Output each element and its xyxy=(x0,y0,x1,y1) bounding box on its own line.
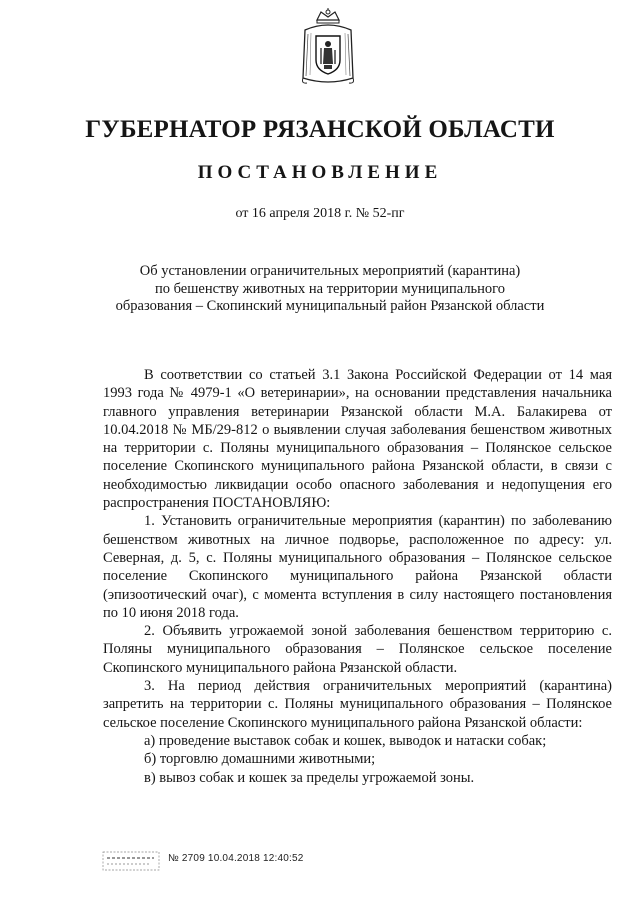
title-line: Об установлении ограничительных мероприятий (карантина) xyxy=(139,263,521,279)
resolution-subitem: б) торговлю домашними животными; xyxy=(144,751,376,768)
document-type: ПОСТАНОВЛЕНИЕ xyxy=(197,162,443,183)
resolution-item: 1. Установить ограничительные мероприятия (карантин) по заболеванию бешенством животных на личное подворье, расположенное по адресу: ул. Северная, д. 5, с. Поляны муниципального образования – Полянское сельское поселение Скопинского муниципального района Рязанской области (эпизоотический очаг), с момента вступления в силу настоящего постановления по 10 июня 2018 года. xyxy=(103,513,612,621)
registration-number: № 2709 10.04.2018 12:40:52 xyxy=(168,853,304,864)
resolution-item: 3. На период действия ограничительных мероприятий (карантина) запретить на территории с. Поляны муниципального образования – Полянское сельское поселение Скопинского муниципального района Рязанской области: xyxy=(103,678,612,731)
title-line: образования – Скопинский муниципальный район Рязанской области xyxy=(115,298,545,314)
resolution-item: 2. Объявить угрожаемой зоной заболевания бешенством территорию с. Поляны муниципального образования – Полянское сельское поселение Скопинского муниципального района Рязанской области. xyxy=(103,623,612,676)
issuing-authority: ГУБЕРНАТОР РЯЗАНСКОЙ ОБЛАСТИ xyxy=(85,116,555,143)
resolution-subitem: а) проведение выставок собак и кошек, выводок и натаски собак; xyxy=(144,732,547,749)
registration-stamp-icon xyxy=(102,851,160,871)
preamble-paragraph: В соответствии со статьей 3.1 Закона Российской Федерации от 14 мая 1993 года № 4979-1 «О ветеринарии», на основании представления начальника главного управления ветеринарии Рязанской области М.А. Балакирева от 10.04.2018 № МБ/29-812 о выявлении случая заболевания бешенством животных на территории с. Поляны муниципального образования – Полянское сельское поселение Скопинского муниципального района Рязанской области, в связи с необходимостью ликвидации особо опасного заболевания и недопущения его распространения ПОСТАНОВЛЯЮ: xyxy=(103,367,612,512)
title-line: по бешенству животных на территории муниципального xyxy=(154,280,506,297)
document-title xyxy=(80,263,580,316)
resolution-subitem: в) вывоз собак и кошек за пределы угрожаемой зоны. xyxy=(144,769,475,786)
document-body xyxy=(103,366,612,787)
coat-of-arms-icon xyxy=(297,8,359,88)
document-date-number: от 16 апреля 2018 г. № 52-пг xyxy=(235,206,405,221)
